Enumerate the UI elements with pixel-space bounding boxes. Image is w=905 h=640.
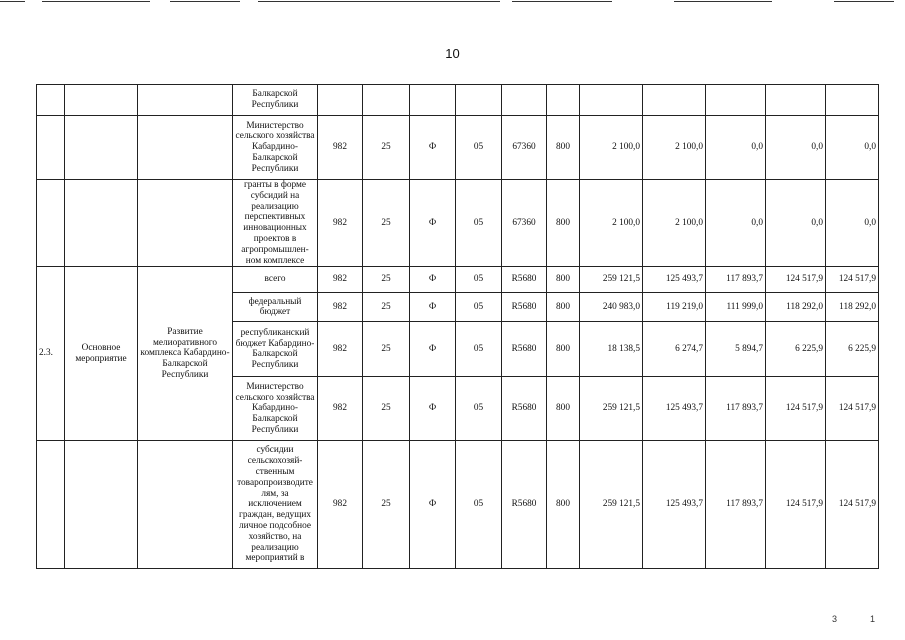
cell-v4: 124 517,9 [766, 267, 826, 293]
cell-v4: 118 292,0 [766, 293, 826, 322]
cell-num [37, 180, 65, 267]
cell-cs1: 05 [456, 441, 502, 569]
cell-v5: 124 517,9 [826, 377, 879, 441]
cell-name [138, 116, 233, 180]
cell-num [37, 85, 65, 116]
cell-cs1: 05 [456, 267, 502, 293]
cell-v3: 111 999,0 [706, 293, 766, 322]
cell-rz: 25 [363, 377, 410, 441]
cell-grbs: 982 [318, 293, 363, 322]
cell-event [65, 85, 138, 116]
cell-v3 [706, 85, 766, 116]
cell-name [138, 85, 233, 116]
cell-source: Балкарской Республики [233, 85, 318, 116]
cell-v4: 0,0 [766, 116, 826, 180]
cell-v3: 117 893,7 [706, 267, 766, 293]
cell-v5: 0,0 [826, 116, 879, 180]
cell-rz: 25 [363, 180, 410, 267]
cell-source: Министерство сельского хозяйства Кабардино-Балкарской Республики [233, 116, 318, 180]
cell-rz: 25 [363, 116, 410, 180]
cell-name [138, 180, 233, 267]
cell-v1: 240 983,0 [580, 293, 643, 322]
cell-v1: 2 100,0 [580, 180, 643, 267]
cell-v2: 119 219,0 [643, 293, 706, 322]
table-row [37, 180, 879, 267]
table-row [37, 441, 879, 569]
cell-cs1: 05 [456, 116, 502, 180]
cell-cs2: 67360 [502, 180, 547, 267]
budget-table [36, 84, 879, 569]
scan-artifact [674, 1, 772, 2]
cell-source: гранты в форме субсидий на реализацию перспективных инновационных проектов в агропромышлен-ном комплексе [233, 180, 318, 267]
cell-v3: 5 894,7 [706, 322, 766, 377]
cell-cs1: 05 [456, 293, 502, 322]
table-row [37, 85, 879, 116]
cell-rz [363, 85, 410, 116]
cell-cs2: R5680 [502, 267, 547, 293]
cell-rz: 25 [363, 293, 410, 322]
cell-cs1 [456, 85, 502, 116]
table-row [37, 116, 879, 180]
cell-v5: 124 517,9 [826, 441, 879, 569]
cell-cs2: R5680 [502, 293, 547, 322]
cell-source: республиканский бюджет Кабардино-Балкарской Республики [233, 322, 318, 377]
cell-rz: 25 [363, 441, 410, 569]
cell-v1: 259 121,5 [580, 267, 643, 293]
cell-v2: 6 274,7 [643, 322, 706, 377]
cell-vr [547, 85, 580, 116]
cell-pr [410, 85, 456, 116]
cell-cs1: 05 [456, 377, 502, 441]
cell-cs2: R5680 [502, 441, 547, 569]
page-number: 10 [445, 46, 460, 61]
cell-v4: 0,0 [766, 180, 826, 267]
cell-v3: 0,0 [706, 180, 766, 267]
cell-pr: Ф [410, 441, 456, 569]
cell-source: субсидии сельскохозяй-ственным товаропроизводите лям, за исключением граждан, ведущих личное подсобное хозяйство, на реализацию мероприятий в [233, 441, 318, 569]
cell-source: всего [233, 267, 318, 293]
scan-artifact [834, 1, 894, 2]
cell-v2 [643, 85, 706, 116]
table-row [37, 267, 879, 293]
cell-cs2: R5680 [502, 322, 547, 377]
cell-event [65, 116, 138, 180]
cell-event [65, 441, 138, 569]
cell-v5: 118 292,0 [826, 293, 879, 322]
cell-cs1: 05 [456, 180, 502, 267]
cell-num: 2.3. [37, 267, 65, 441]
scan-artifact [512, 1, 612, 2]
cell-source: федеральный бюджет [233, 293, 318, 322]
cell-grbs [318, 85, 363, 116]
scan-artifact [258, 1, 500, 2]
cell-v1: 18 138,5 [580, 322, 643, 377]
cell-v5: 124 517,9 [826, 267, 879, 293]
cell-v3: 117 893,7 [706, 377, 766, 441]
cell-v2: 125 493,7 [643, 441, 706, 569]
cell-v4: 6 225,9 [766, 322, 826, 377]
cell-source: Министерство сельского хозяйства Кабардино-Балкарской Республики [233, 377, 318, 441]
scan-artifact [0, 1, 25, 2]
cell-v5: 0,0 [826, 180, 879, 267]
cell-vr: 800 [547, 180, 580, 267]
cell-cs2: R5680 [502, 377, 547, 441]
cell-pr: Ф [410, 322, 456, 377]
cell-v3: 0,0 [706, 116, 766, 180]
cell-vr: 800 [547, 116, 580, 180]
scan-artifact [42, 1, 150, 2]
cell-v4 [766, 85, 826, 116]
cell-pr: Ф [410, 180, 456, 267]
cell-grbs: 982 [318, 322, 363, 377]
cell-v5: 6 225,9 [826, 322, 879, 377]
cell-vr: 800 [547, 267, 580, 293]
cell-vr: 800 [547, 441, 580, 569]
cell-v3: 117 893,7 [706, 441, 766, 569]
cell-v4: 124 517,9 [766, 441, 826, 569]
cell-v2: 2 100,0 [643, 180, 706, 267]
cell-num [37, 441, 65, 569]
cell-v4: 124 517,9 [766, 377, 826, 441]
cell-v2: 125 493,7 [643, 267, 706, 293]
cell-vr: 800 [547, 322, 580, 377]
cell-v1 [580, 85, 643, 116]
table-body [37, 85, 879, 569]
footer-mark: 3 [832, 614, 838, 624]
cell-cs1: 05 [456, 322, 502, 377]
cell-v1: 259 121,5 [580, 441, 643, 569]
cell-vr: 800 [547, 293, 580, 322]
cell-pr: Ф [410, 116, 456, 180]
cell-name: Развитие мелиоративного комплекса Кабардино-Балкарской Республики [138, 267, 233, 441]
cell-rz: 25 [363, 322, 410, 377]
cell-v5 [826, 85, 879, 116]
cell-grbs: 982 [318, 116, 363, 180]
cell-grbs: 982 [318, 180, 363, 267]
cell-v1: 2 100,0 [580, 116, 643, 180]
cell-v2: 125 493,7 [643, 377, 706, 441]
cell-grbs: 982 [318, 267, 363, 293]
cell-v2: 2 100,0 [643, 116, 706, 180]
cell-pr: Ф [410, 293, 456, 322]
scan-artifact [170, 1, 240, 2]
cell-grbs: 982 [318, 441, 363, 569]
cell-cs2 [502, 85, 547, 116]
cell-cs2: 67360 [502, 116, 547, 180]
cell-vr: 800 [547, 377, 580, 441]
cell-num [37, 116, 65, 180]
footer-mark: 1 [870, 614, 876, 624]
cell-event: Основное мероприятие [65, 267, 138, 441]
cell-pr: Ф [410, 267, 456, 293]
cell-event [65, 180, 138, 267]
cell-name [138, 441, 233, 569]
cell-rz: 25 [363, 267, 410, 293]
cell-v1: 259 121,5 [580, 377, 643, 441]
cell-grbs: 982 [318, 377, 363, 441]
cell-pr: Ф [410, 377, 456, 441]
